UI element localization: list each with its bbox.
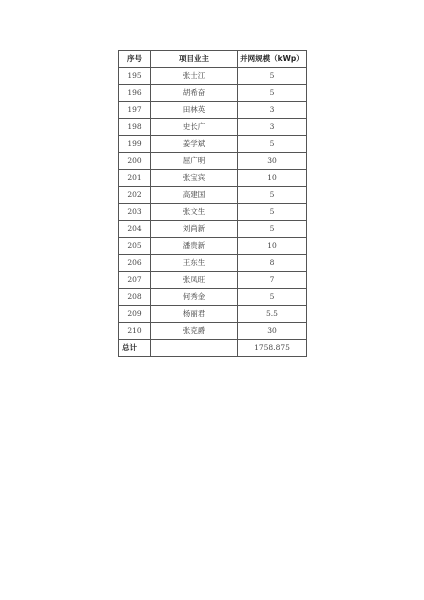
project-owner-cell: 高建国 bbox=[151, 187, 238, 204]
table-row bbox=[119, 204, 307, 221]
serial-number-cell: 202 bbox=[119, 187, 151, 204]
total-label: 总计 bbox=[119, 340, 151, 357]
project-owner-cell: 何秀金 bbox=[151, 289, 238, 306]
capacity-cell: 5 bbox=[238, 85, 307, 102]
serial-number-cell: 195 bbox=[119, 68, 151, 85]
table-row bbox=[119, 119, 307, 136]
serial-number-cell: 208 bbox=[119, 289, 151, 306]
capacity-cell: 3 bbox=[238, 119, 307, 136]
table-row bbox=[119, 289, 307, 306]
capacity-cell: 5.5 bbox=[238, 306, 307, 323]
project-owner-cell: 潘贵新 bbox=[151, 238, 238, 255]
header-capacity: 并网规模（kWp） bbox=[238, 51, 307, 68]
serial-number-cell: 210 bbox=[119, 323, 151, 340]
capacity-cell: 8 bbox=[238, 255, 307, 272]
header-serial-number: 序号 bbox=[119, 51, 151, 68]
project-owner-cell: 张克爵 bbox=[151, 323, 238, 340]
total-empty-cell bbox=[151, 340, 238, 357]
serial-number-cell: 203 bbox=[119, 204, 151, 221]
capacity-cell: 5 bbox=[238, 187, 307, 204]
table-row bbox=[119, 221, 307, 238]
total-row bbox=[119, 340, 307, 357]
project-owner-cell: 张宝宾 bbox=[151, 170, 238, 187]
serial-number-cell: 201 bbox=[119, 170, 151, 187]
capacity-cell: 3 bbox=[238, 102, 307, 119]
serial-number-cell: 207 bbox=[119, 272, 151, 289]
project-owner-cell: 张士江 bbox=[151, 68, 238, 85]
project-owner-cell: 胡希奋 bbox=[151, 85, 238, 102]
project-owner-cell: 屈广明 bbox=[151, 153, 238, 170]
table-row bbox=[119, 187, 307, 204]
capacity-cell: 30 bbox=[238, 153, 307, 170]
header-project-owner: 项目业主 bbox=[151, 51, 238, 68]
project-owner-cell: 杨丽君 bbox=[151, 306, 238, 323]
capacity-cell: 10 bbox=[238, 238, 307, 255]
serial-number-cell: 197 bbox=[119, 102, 151, 119]
table-row bbox=[119, 136, 307, 153]
capacity-cell: 5 bbox=[238, 136, 307, 153]
grid-connection-table bbox=[118, 50, 307, 357]
capacity-cell: 10 bbox=[238, 170, 307, 187]
capacity-cell: 30 bbox=[238, 323, 307, 340]
total-value: 1758.875 bbox=[238, 340, 307, 357]
table-row bbox=[119, 255, 307, 272]
capacity-cell: 5 bbox=[238, 221, 307, 238]
table-row bbox=[119, 306, 307, 323]
serial-number-cell: 209 bbox=[119, 306, 151, 323]
serial-number-cell: 204 bbox=[119, 221, 151, 238]
table-header-row bbox=[119, 51, 307, 68]
capacity-cell: 5 bbox=[238, 289, 307, 306]
project-owner-cell: 王东生 bbox=[151, 255, 238, 272]
table-row bbox=[119, 153, 307, 170]
table-row bbox=[119, 238, 307, 255]
table-row bbox=[119, 170, 307, 187]
project-owner-cell: 刘尚新 bbox=[151, 221, 238, 238]
serial-number-cell: 198 bbox=[119, 119, 151, 136]
serial-number-cell: 196 bbox=[119, 85, 151, 102]
serial-number-cell: 205 bbox=[119, 238, 151, 255]
project-owner-cell: 史长广 bbox=[151, 119, 238, 136]
table-row bbox=[119, 272, 307, 289]
table-row bbox=[119, 85, 307, 102]
project-owner-cell: 姜学斌 bbox=[151, 136, 238, 153]
capacity-cell: 5 bbox=[238, 204, 307, 221]
table-row bbox=[119, 68, 307, 85]
serial-number-cell: 200 bbox=[119, 153, 151, 170]
project-owner-cell: 张凤旺 bbox=[151, 272, 238, 289]
table-row bbox=[119, 102, 307, 119]
project-owner-cell: 张文生 bbox=[151, 204, 238, 221]
serial-number-cell: 199 bbox=[119, 136, 151, 153]
table-row bbox=[119, 323, 307, 340]
serial-number-cell: 206 bbox=[119, 255, 151, 272]
capacity-cell: 5 bbox=[238, 68, 307, 85]
project-owner-cell: 田林英 bbox=[151, 102, 238, 119]
capacity-cell: 7 bbox=[238, 272, 307, 289]
